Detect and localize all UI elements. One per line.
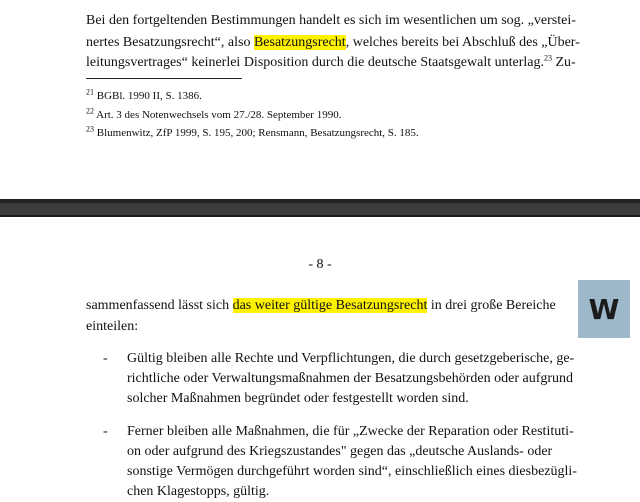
- page-separator: [0, 199, 640, 217]
- footnote-number: 22: [86, 106, 94, 116]
- footnote-text: Art. 3 des Notenwechsels vom 27./28. September 1990.: [94, 109, 342, 121]
- paragraph-line-1: Bei den fortgeltenden Bestimmungen handelt es sich im wesentlichen um sog. „verstei-: [86, 13, 576, 28]
- paragraph-line-3: [86, 54, 576, 72]
- highlighted-term: Besatzungsrecht: [253, 35, 346, 50]
- footnote-text: BGBl. 1990 II, S. 1386.: [94, 90, 202, 102]
- paragraph-text: nertes Besatzungsrecht“, also: [86, 35, 254, 50]
- list-item-2-line: sonstige Vermögen durchgeführt worden sind“, einschließlich eines diesbezügli-: [127, 464, 577, 479]
- footnote-number: 21: [86, 87, 94, 97]
- paragraph-text: Zu-: [551, 55, 576, 70]
- footnote-text: Blumenwitz, ZfP 1999, S. 195, 200; Rensmann, Besatzungsrecht, S. 185.: [94, 127, 419, 139]
- list-item-2-line: chen Klagestopps, gültig.: [127, 484, 270, 499]
- footnote-22: [86, 108, 341, 122]
- list-bullet: -: [103, 351, 108, 366]
- footnote-ref: 23: [543, 53, 552, 63]
- list-bullet: -: [103, 424, 108, 439]
- list-item-2-line: Ferner bleiben alle Maßnahmen, die für „Zwecke der Reparation oder Restituti-: [127, 424, 574, 439]
- footnote-divider: [86, 78, 242, 79]
- list-item-1-line: Gültig bleiben alle Rechte und Verpflichtungen, die durch gesetzgeberische, ge-: [127, 351, 575, 366]
- badge-letter: W: [588, 292, 620, 326]
- paragraph-text: , welches bereits bei Abschluß des „Über-: [345, 35, 580, 50]
- footnote-number: 23: [86, 124, 94, 134]
- intro-line-1: [86, 297, 556, 315]
- footnote-21: [86, 89, 202, 103]
- page-number: - 8 -: [308, 257, 332, 272]
- document-page-upper: [0, 0, 640, 199]
- w-badge-icon[interactable]: [578, 280, 630, 338]
- footnote-23: [86, 126, 419, 140]
- list-item-1-line: solcher Maßnahmen begründet oder festgestellt worden sind.: [127, 391, 469, 406]
- intro-line-2: einteilen:: [86, 319, 139, 334]
- paragraph-line-2: [86, 34, 580, 52]
- paragraph-text: leitungsvertrages“ keinerlei Disposition durch die deutsche Staatsgewalt unterlag.: [86, 55, 544, 70]
- paragraph-text: in drei große Bereiche: [427, 298, 556, 313]
- highlighted-term: das weiter gültige Besatzungsrecht: [232, 298, 428, 313]
- paragraph-text: sammenfassend lässt sich: [86, 298, 233, 313]
- list-item-1-line: richtliche oder Verwaltungsmaßnahmen der Besatzungsbehörden oder aufgrund: [127, 371, 574, 386]
- list-item-2-line: on oder aufgrund des Kriegszustandes" gegen das „deutsche Auslands- oder: [127, 444, 553, 459]
